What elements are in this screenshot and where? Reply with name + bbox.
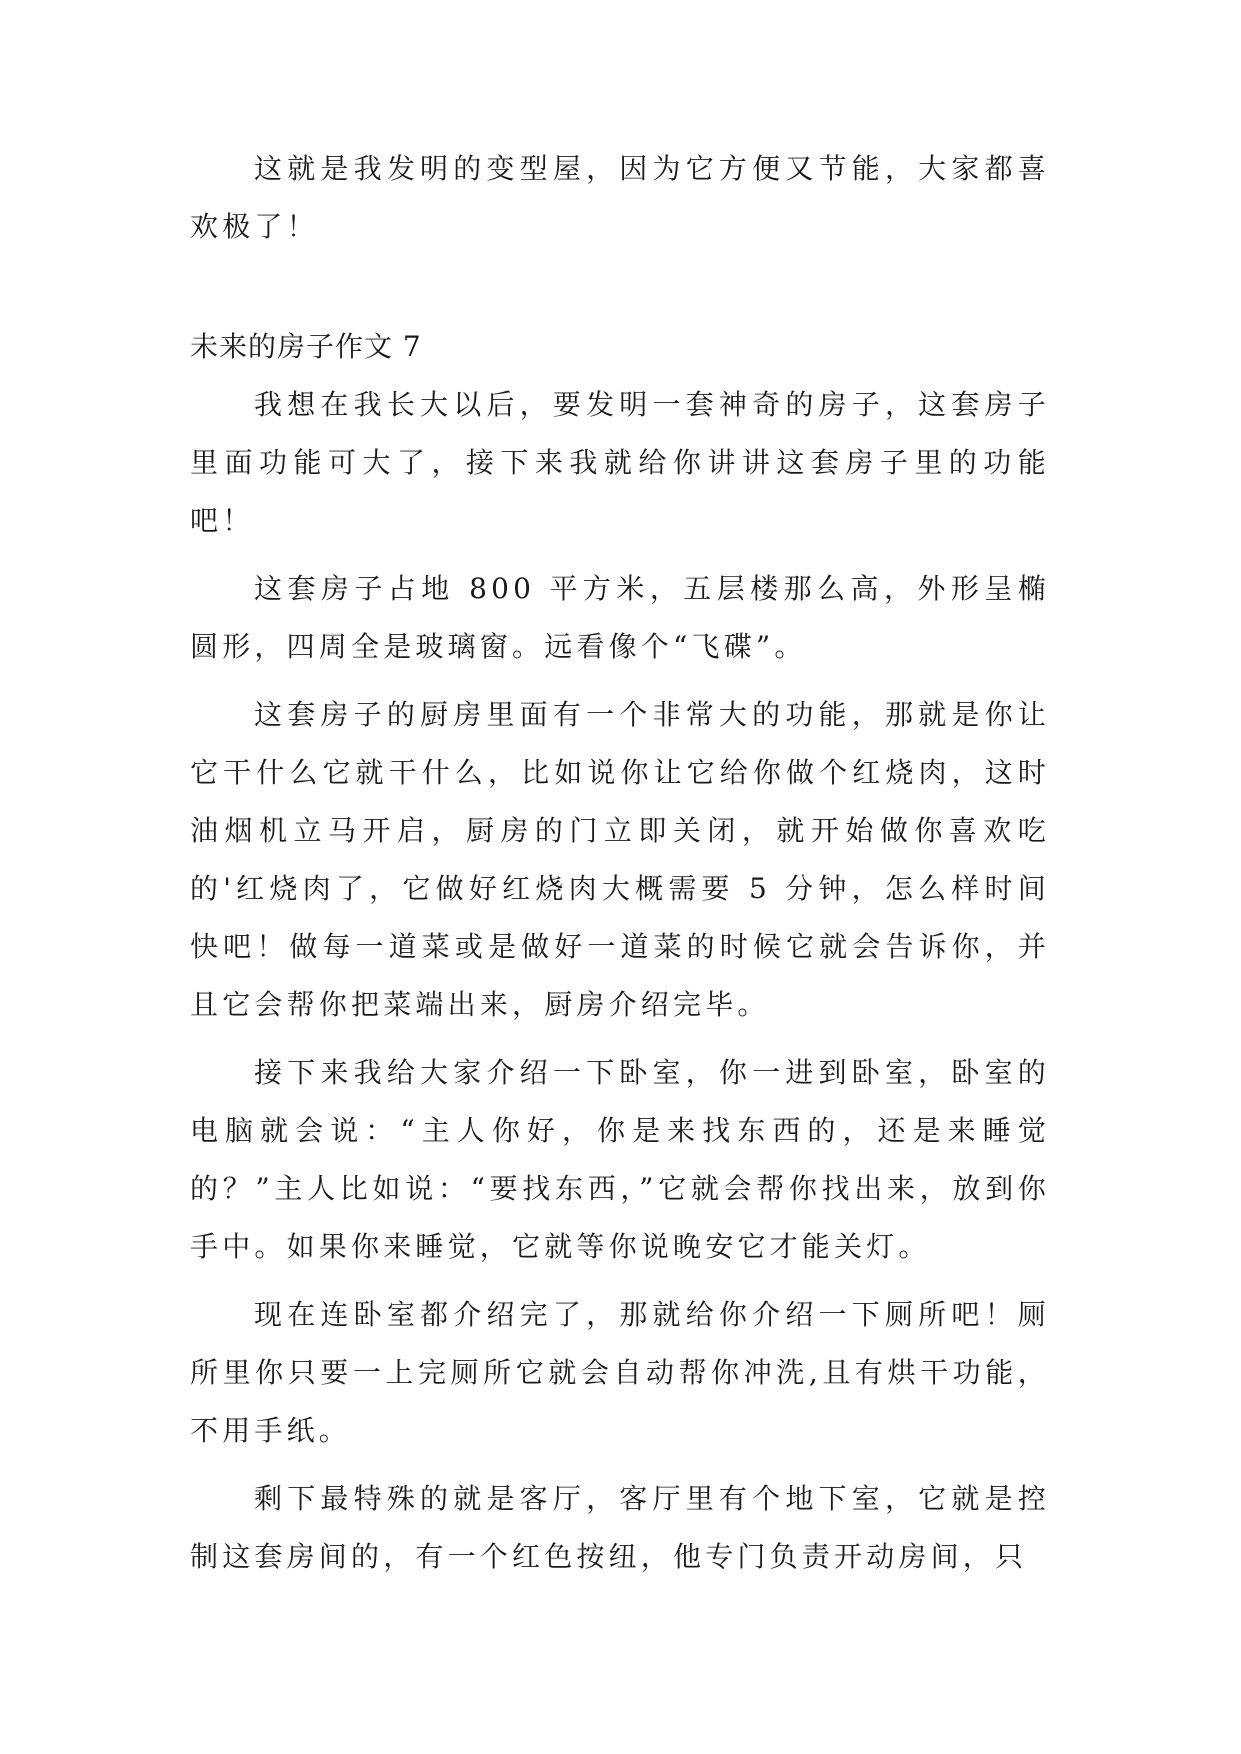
paragraph: 这套房子占地 800 平方米，五层楼那么高，外形呈椭圆形，四周全是玻璃窗。远看像个“飞碟”。 bbox=[190, 572, 1050, 663]
section-title: 未来的房子作文 7 bbox=[190, 330, 422, 363]
paragraph: 我想在我长大以后，要发明一套神奇的房子，这套房子里面功能可大了，接下来我就给你讲讲这套房子里的功能吧！ bbox=[190, 388, 1050, 537]
paragraph: 这套房子的厨房里面有一个非常大的功能，那就是你让它干什么它就干什么，比如说你让它给你做个红烧肉，这时油烟机立马开启，厨房的门立即关闭，就开始做你喜欢吃的'红烧肉了，它做好红烧肉大概需要 5 分钟，怎么样时间快吧！做每一道菜或是做好一道菜的时候它就会告诉你，并且它会帮你把菜端出来，厨房介绍完毕。 bbox=[190, 698, 1050, 1021]
document-body bbox=[190, 140, 1050, 1586]
paragraph: 现在连卧室都介绍完了，那就给你介绍一下厕所吧！厕所里你只要一上完厕所它就会自动帮你冲洗,且有烘干功能，不用手纸。 bbox=[190, 1298, 1050, 1447]
intro-paragraph: 这就是我发明的变型屋，因为它方便又节能，大家都喜欢极了！ bbox=[190, 152, 1050, 243]
paragraph: 剩下最特殊的就是客厅，客厅里有个地下室，它就是控制这套房间的，有一个红色按纽，他专门负责开动房间，只 bbox=[190, 1482, 1050, 1573]
paragraph: 接下来我给大家介绍一下卧室，你一进到卧室，卧室的电脑就会说：“主人你好，你是来找东西的，还是来睡觉的？”主人比如说：“要找东西，”它就会帮你找出来，放到你手中。如果你来睡觉，它就等你说晚安它才能关灯。 bbox=[190, 1056, 1050, 1263]
